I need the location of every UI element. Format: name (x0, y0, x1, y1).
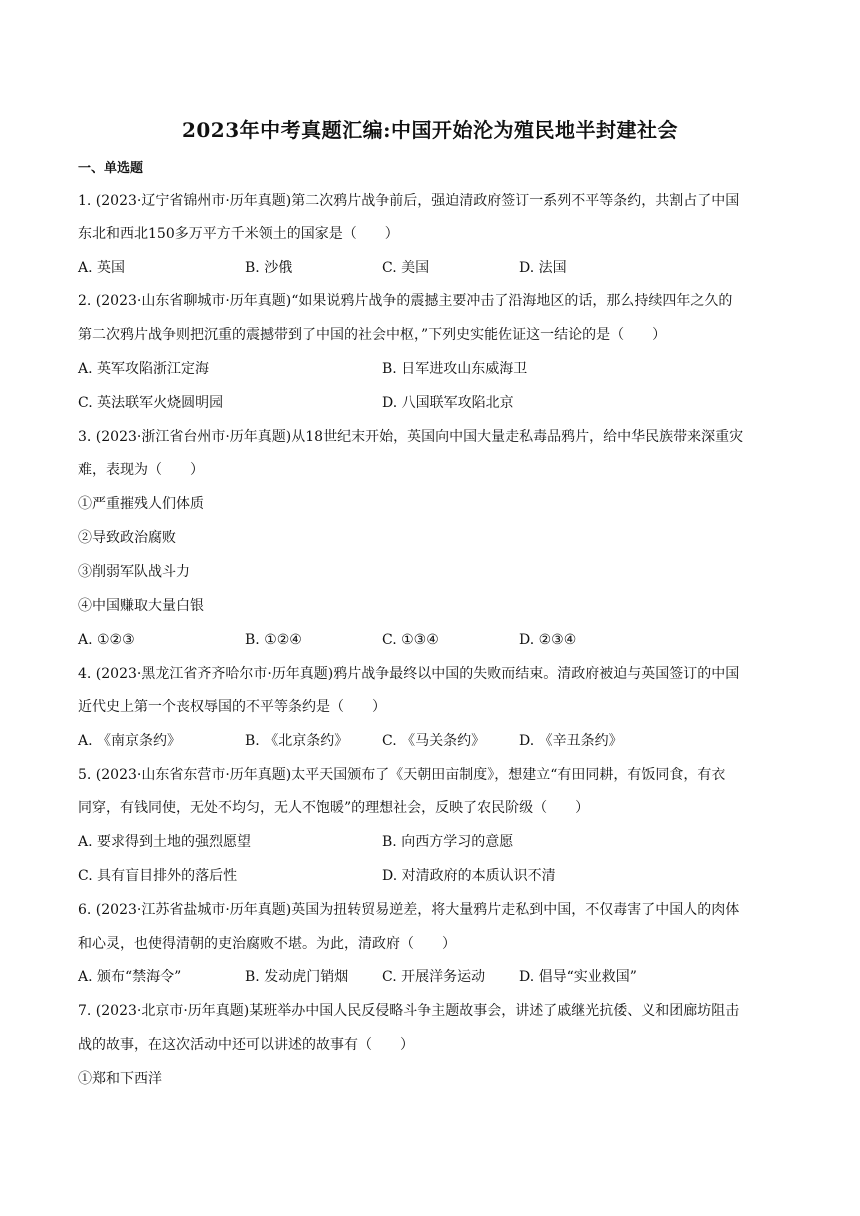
question-4-option-d: D. 《辛丑条约》 (519, 733, 623, 749)
question-1-option-d: D. 法国 (519, 260, 567, 276)
question-4-option-c: C. 《马关条约》 (382, 733, 486, 749)
question-5-line-1: 5. (2023·山东省东营市·历年真题)太平天国颁布了《天朝田亩制度》，想建立“有田同耕，有饭同食，有衣 (78, 767, 726, 783)
page-title: 2023年中考真题汇编:中国开始沦为殖民地半封建社会 (181, 118, 679, 142)
section-heading: 一、单选题 (78, 161, 144, 176)
question-2-option-c: C. 英法联军火烧圆明园 (78, 395, 224, 411)
question-3-item-4: ④中国赚取大量白银 (78, 598, 204, 614)
question-4-option-a: A. 《南京条约》 (78, 733, 182, 749)
question-7-line-2: 战的故事，在这次活动中还可以讲述的故事有（ ） (78, 1037, 414, 1053)
question-3-item-3: ③削弱军队战斗力 (78, 564, 190, 580)
question-5-option-d: D. 对清政府的本质认识不清 (382, 868, 556, 884)
question-3-item-1: ①严重摧残人们体质 (78, 496, 204, 512)
question-2-option-b: B. 日军进攻山东威海卫 (382, 361, 528, 377)
question-1-line-2: 东北和西北150多万平方千米领土的国家是（ ） (78, 226, 399, 242)
question-6-option-d: D. 倡导“实业救国” (519, 969, 637, 985)
question-1-option-c: C. 美国 (382, 260, 430, 276)
question-2-line-2: 第二次鸦片战争则把沉重的震撼带到了中国的社会中枢，”下列史实能佐证这一结论的是（ ） (78, 327, 667, 343)
question-3-option-d: D. ②③④ (519, 632, 577, 648)
question-3-option-c: C. ①③④ (382, 632, 439, 648)
question-7-line-1: 7. (2023·北京市·历年真题)某班举办中国人民反侵略斗争主题故事会，讲述了戚继光抗倭、义和团廊坊阻击 (78, 1003, 740, 1019)
question-1-option-b: B. 沙俄 (245, 260, 293, 276)
question-3-line-2: 难，表现为（ ） (78, 462, 204, 478)
question-5-option-b: B. 向西方学习的意愿 (382, 834, 514, 850)
question-3-option-b: B. ①②④ (245, 632, 302, 648)
question-4-line-1: 4. (2023·黑龙江省齐齐哈尔市·历年真题)鸦片战争最终以中国的失败而结束。清政府被迫与英国签订的中国 (78, 666, 740, 682)
question-6-option-a: A. 颁布“禁海令” (78, 969, 182, 985)
question-3-line-1: 3. (2023·浙江省台州市·历年真题)从18世纪末开始，英国向中国大量走私毒品鸦片，给中华民族带来深重灾 (78, 429, 744, 445)
question-1-option-a: A. 英国 (78, 260, 126, 276)
question-2-line-1: 2. (2023·山东省聊城市·历年真题)“如果说鸦片战争的震撼主要冲击了沿海地区的话，那么持续四年之久的 (78, 293, 733, 309)
question-7-item-1: ①郑和下西洋 (78, 1071, 162, 1087)
question-1-line-1: 1. (2023·辽宁省锦州市·历年真题)第二次鸦片战争前后，强迫清政府签订一系列不平等条约，共割占了中国 (78, 193, 740, 209)
question-4-line-2: 近代史上第一个丧权辱国的不平等条约是（ ） (78, 699, 386, 715)
question-6-line-1: 6. (2023·江苏省盐城市·历年真题)英国为扭转贸易逆差，将大量鸦片走私到中国，不仅毒害了中国人的肉体 (78, 902, 740, 918)
question-4-option-b: B. 《北京条约》 (245, 733, 349, 749)
question-3-item-2: ②导致政治腐败 (78, 530, 176, 546)
question-6-line-2: 和心灵，也使得清朝的吏治腐败不堪。为此，清政府（ ） (78, 936, 456, 952)
question-5-line-2: 同穿，有钱同使，无处不均匀，无人不饱暖”的理想社会，反映了农民阶级（ ） (78, 800, 590, 816)
question-5-option-c: C. 具有盲目排外的落后性 (78, 868, 238, 884)
question-2-option-d: D. 八国联军攻陷北京 (382, 395, 514, 411)
question-5-option-a: A. 要求得到土地的强烈愿望 (78, 834, 252, 850)
question-6-option-b: B. 发动虎门销烟 (245, 969, 349, 985)
question-2-option-a: A. 英军攻陷浙江定海 (78, 361, 210, 377)
question-6-option-c: C. 开展洋务运动 (382, 969, 486, 985)
question-3-option-a: A. ①②③ (78, 632, 135, 648)
